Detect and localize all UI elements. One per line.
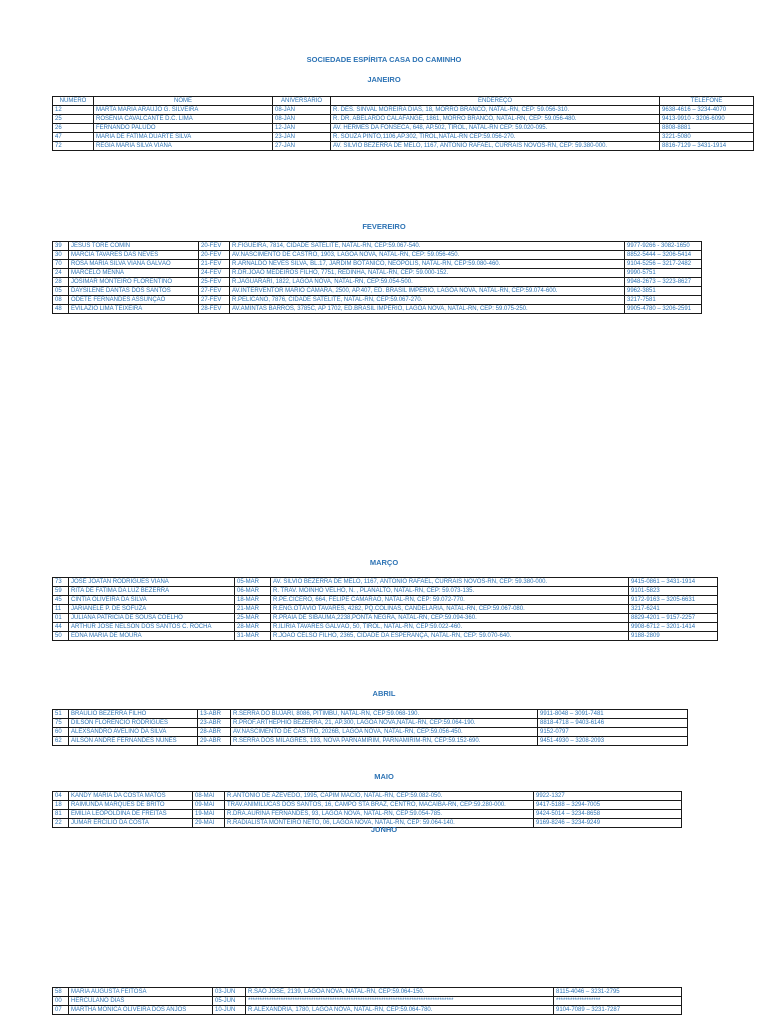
cell-telefone: 9977-9266 - 3082-1650 (625, 242, 702, 251)
cell-telefone: 8818-4718 – 9403-6146 (538, 719, 688, 728)
cell-nome: EMILIA LEOPOLDINA DE FREITAS (69, 810, 193, 819)
cell-aniversario: 23-ABR (198, 719, 231, 728)
table-row (53, 810, 682, 819)
cell-numero: 62 (53, 737, 69, 746)
members-table-janeiro (52, 96, 754, 151)
cell-endereco: R.DR.JOÃO MEDEIROS FILHO, 7751, REDINHA, NATAL-RN, CEP: 59.000-152. (230, 269, 625, 278)
cell-nome: AILSON ANDRÉ FERNANDES NUNES (69, 737, 198, 746)
cell-nome: MÁRCIA TAVARES DAS NEVES (69, 251, 199, 260)
cell-nome: ALEXSANDRO AVELINO DA SILVA (69, 728, 198, 737)
cell-numero: 24 (53, 269, 69, 278)
members-table-marco (52, 577, 718, 641)
cell-aniversario: 28-ABR (198, 728, 231, 737)
cell-telefone: 8829-4201 – 9157-2257 (629, 614, 718, 623)
cell-numero: 39 (53, 242, 69, 251)
cell-endereco: R. SOUZA PINTO,1106,AP.302, TIROL,NATAL-RN CEP:59.056-270. (331, 133, 660, 142)
cell-numero: 25 (53, 115, 94, 124)
cell-numero: 22 (53, 819, 69, 828)
cell-nome: ARTHUR JOSÉ NELSON DOS SANTOS C. ROCHA (69, 623, 235, 632)
cell-nome: JARIANELE P. DE SOFUZA (69, 605, 235, 614)
cell-numero: 50 (53, 632, 69, 641)
cell-aniversario: 29-MAI (193, 819, 225, 828)
cell-endereco: R.SÃO JOSÉ, 2139, LAGOA NOVA, NATAL-RN, CEP:59.064-150. (246, 988, 554, 997)
cell-numero: 58 (53, 988, 69, 997)
table-row (53, 988, 682, 997)
table-row (53, 605, 718, 614)
cell-endereco: R.ANTONIO DE AZEVEDO, 1995, CAPIM MACIO, NATAL-RN, CEP:59.082-050. (225, 792, 534, 801)
cell-aniversario: 06-MAR (235, 587, 271, 596)
cell-nome: MARIA AUGUSTA FEITOSA (69, 988, 213, 997)
cell-telefone: 9188-2809 (629, 632, 718, 641)
cell-numero: 04 (53, 792, 69, 801)
cell-telefone: 9911-8048 – 3091-7481 (538, 710, 688, 719)
table-row (53, 997, 682, 1006)
cell-nome: KANDY MARIA DA COSTA MATOS (69, 792, 193, 801)
table-row (53, 737, 688, 746)
cell-endereco: R.JAGUARARI, 1822, LAGOA NOVA, NATAL-RN, CEP:59.054-500. (230, 278, 625, 287)
cell-nome: ODETE FERNANDES ASSUNÇÃO (69, 296, 199, 305)
table-row (53, 305, 702, 314)
table-row (53, 587, 718, 596)
cell-numero: 12 (53, 106, 94, 115)
cell-endereco: R.SERRA DOS MILAGRES, 193, NOVA PARNAMIRIM, PARNAMIRIM-RN, CEP:59.152-690. (231, 737, 538, 746)
cell-endereco: **************************************************************************************** (246, 997, 554, 1006)
cell-numero: 26 (53, 124, 94, 133)
cell-aniversario: 09-MAI (193, 801, 225, 810)
cell-nome: JESUS TORÉ COMIN (69, 242, 199, 251)
members-table-abril (52, 709, 688, 746)
table-row (53, 106, 754, 115)
cell-telefone: 9962-3851 (625, 287, 702, 296)
month-heading-abril: ABRIL (372, 689, 396, 698)
cell-numero: 30 (53, 251, 69, 260)
cell-telefone: 9905-4780 – 3206-2591 (625, 305, 702, 314)
cell-numero: 75 (53, 719, 69, 728)
table-row (53, 719, 688, 728)
cell-endereco: R.ENG.OTÁVIO TAVARES, 4282, PQ.COLINAS, CANDELÁRIA, NATAL-RN, CEP:59.067-080. (271, 605, 629, 614)
cell-aniversario: 19-MAI (193, 810, 225, 819)
cell-numero: 45 (53, 596, 69, 605)
cell-nome: MARCELO MENNA (69, 269, 199, 278)
cell-telefone: 9172-9163 – 3205-6631 (629, 596, 718, 605)
cell-nome: FERNANDO PALUDO (94, 124, 273, 133)
table-row (53, 596, 718, 605)
cell-endereco: R.PE.CICERO, 664, FELIPE CAMARÃO, NATAL-RN, CEP: 59.072-770. (271, 596, 629, 605)
table-row (53, 1006, 682, 1015)
cell-endereco: R.ILIRIA TAVARES GALVÃO, 50, TIROL, NATAL-RN, CEP:59.022-460. (271, 623, 629, 632)
cell-telefone: 9152-0797 (538, 728, 688, 737)
table-row (53, 728, 688, 737)
cell-telefone: 9415-0861 – 3431-1914 (629, 578, 718, 587)
cell-telefone: 9638-4616 – 3234-4070 (660, 106, 754, 115)
cell-aniversario: 05-JUN (213, 997, 246, 1006)
cell-nome: MARTHA MÔNICA OLIVEIRA DOS ANJOS (69, 1006, 213, 1015)
cell-telefone: 3221-5080 (660, 133, 754, 142)
header-endereco: ENDEREÇO (331, 97, 660, 106)
cell-nome: ROSA MARIA SILVA VIANA GALVÃO (69, 260, 199, 269)
members-table-fevereiro (52, 241, 702, 314)
table-row (53, 801, 682, 810)
month-heading-maio: MAIO (374, 772, 394, 781)
cell-nome: RAIMUNDA MARQUES DE BRITO (69, 801, 193, 810)
header-nome: NOME (94, 97, 273, 106)
cell-telefone: 8852-5444 – 3206-5414 (625, 251, 702, 260)
cell-nome: ROSENIA CAVALCANTE D.C. LIMA (94, 115, 273, 124)
cell-endereco: R. TRAV. MOINHO VELHO, N. , PLANALTO, NATAL-RN, CEP: 59.073-135. (271, 587, 629, 596)
cell-telefone: ******************* (554, 997, 682, 1006)
cell-endereco: AV.INTERVENTOR MARIO CÂMARA, 2500, AP.407, ED. BRASIL IMPÉRIO, LAGOA NOVA, NATAL-RN, CEP:59.074-600. (230, 287, 625, 296)
cell-nome: MARIA DE FATIMA DUARTE SILVA (94, 133, 273, 142)
cell-telefone: 9451-4930 – 3208-2093 (538, 737, 688, 746)
cell-telefone: 9104-7089 – 3231-7287 (554, 1006, 682, 1015)
cell-aniversario: 21-MAR (235, 605, 271, 614)
cell-numero: 59 (53, 587, 69, 596)
members-table-maio (52, 791, 682, 828)
cell-aniversario: 27-JAN (273, 142, 331, 151)
cell-aniversario: 20-FEV (199, 242, 230, 251)
cell-nome: DAYSILENE DANTAS DOS SANTOS (69, 287, 199, 296)
cell-numero: 00 (53, 997, 69, 1006)
cell-aniversario: 12-JAN (273, 124, 331, 133)
cell-endereco: R.FIGUEIRA, 7814, CIDADE SATÉLITE, NATAL-RN, CEP:59.067-540. (230, 242, 625, 251)
cell-nome: MARTA MARIA ARAUJO G. SILVEIRA (94, 106, 273, 115)
cell-nome: REGIA MARIA SILVA VIANA (94, 142, 273, 151)
header-aniversario: ANIVERSÁRIO (273, 97, 331, 106)
cell-telefone: 9922-1327 (534, 792, 682, 801)
table-row (53, 242, 702, 251)
cell-numero: 73 (53, 578, 69, 587)
cell-aniversario: 27-FEV (199, 287, 230, 296)
cell-telefone: 9990-5751 (625, 269, 702, 278)
document-title: SOCIEDADE ESPÍRITA CASA DO CAMINHO (306, 55, 462, 64)
cell-endereco: R. DR. ABELARDO CALAFANGE, 1861, MORRO BRANCO, NATAL-RN, CEP: 59.056-480. (331, 115, 660, 124)
cell-aniversario: 24-FEV (199, 269, 230, 278)
cell-numero: 47 (53, 133, 94, 142)
table-row (53, 792, 682, 801)
cell-endereco: R.SERRA DO BUJARI, 8086, PITIMBÚ, NATAL-RN, CEP:59.068-190. (231, 710, 538, 719)
cell-telefone: 9948-2673 – 3223-8627 (625, 278, 702, 287)
cell-endereco: AV.NASCIMENTO DE CASTRO, 2026B, LAGOA NOVA, NATAL-RN, CEP:59.056-450. (231, 728, 538, 737)
month-heading-fevereiro: FEVEREIRO (362, 222, 406, 231)
cell-numero: 28 (53, 278, 69, 287)
cell-numero: 07 (53, 1006, 69, 1015)
members-table-junho (52, 987, 682, 1015)
cell-nome: JOSÉ JOATAN RODRIGUES VIANA (69, 578, 235, 587)
cell-telefone: 8816-7129 – 3431-1914 (660, 142, 754, 151)
cell-telefone: 9101-5823 (629, 587, 718, 596)
header-telefone: TELEFONE (660, 97, 754, 106)
cell-nome: EVILÁZIO LIMA TEIXEIRA (69, 305, 199, 314)
cell-telefone: 9908-6712 – 3201-1414 (629, 623, 718, 632)
cell-nome: BRÁULIO BEZERRA FILHO (69, 710, 198, 719)
cell-nome: HERCULANO DIAS (69, 997, 213, 1006)
table-row (53, 287, 702, 296)
cell-aniversario: 08-JAN (273, 115, 331, 124)
month-heading-junho: JUNHO (370, 825, 398, 834)
table-row (53, 124, 754, 133)
cell-endereco: AV. SILVIO BEZERRA DE MELO, 1167, ANTONIO RAFAEL, CURRAIS NOVOS-RN, CEP: 59.380-000. (331, 142, 660, 151)
cell-endereco: R.ALEXANDRIA, 1780, LAGOA NOVA, NATAL-RN, CEP:59.064-780. (246, 1006, 554, 1015)
cell-telefone: 9424-5014 – 3234-8658 (534, 810, 682, 819)
table-row (53, 296, 702, 305)
cell-endereco: R.PELICANO, 7876, CIDADE SATÉLITE, NATAL-RN, CEP:59.067-270. (230, 296, 625, 305)
cell-telefone: 8808-8881 (660, 124, 754, 133)
cell-numero: 08 (53, 296, 69, 305)
cell-telefone: 8115-4046 – 3231-2795 (554, 988, 682, 997)
cell-numero: 72 (53, 142, 94, 151)
cell-endereco: R.PRAIA DE SIBAUMA,2238,PONTA NEGRA, NATAL-RN, CEP:59.094-360. (271, 614, 629, 623)
cell-numero: 44 (53, 623, 69, 632)
cell-aniversario: 10-JUN (213, 1006, 246, 1015)
cell-aniversario: 13-ABR (198, 710, 231, 719)
table-row (53, 251, 702, 260)
cell-numero: 60 (53, 728, 69, 737)
cell-aniversario: 20-FEV (199, 251, 230, 260)
cell-aniversario: 29-ABR (198, 737, 231, 746)
cell-aniversario: 28-MAR (235, 623, 271, 632)
cell-endereco: R.JOÃO CELSO FILHO, 2365, CIDADE DA ESPERANÇA, NATAL-RN, CEP: 59.070-640. (271, 632, 629, 641)
table-row (53, 115, 754, 124)
cell-telefone: 3217-7581 (625, 296, 702, 305)
cell-aniversario: 21-FEV (199, 260, 230, 269)
table-row (53, 632, 718, 641)
table-row (53, 710, 688, 719)
cell-nome: DILSON FLORENCIO RODRIGUES (69, 719, 198, 728)
cell-aniversario: 08-MAI (193, 792, 225, 801)
cell-nome: CINTIA OLIVEIRA DA SILVA (69, 596, 235, 605)
cell-telefone: 3217-6241 (629, 605, 718, 614)
table-header-row (53, 97, 754, 106)
cell-numero: 70 (53, 260, 69, 269)
cell-numero: 11 (53, 605, 69, 614)
cell-endereco: R.ARNALDO NEVES SILVA, BL.17, JARDIM BOTÂNICO, NEOPOLIS, NATAL-RN, CEP:59.080-460. (230, 260, 625, 269)
table-row (53, 133, 754, 142)
cell-numero: 81 (53, 810, 69, 819)
cell-telefone: 9417-5188 – 3294-7005 (534, 801, 682, 810)
cell-endereco: R.RADIALISTA MONTEIRO NETO, 06, LAGOA NOVA, NATAL-RN, CEP: 59.064-140. (225, 819, 534, 828)
cell-aniversario: 05-MAR (235, 578, 271, 587)
cell-aniversario: 25-FEV (199, 278, 230, 287)
cell-telefone: 9413-9910 - 3206-6090 (660, 115, 754, 124)
cell-numero: 48 (53, 305, 69, 314)
month-heading-marco: MARÇO (369, 558, 399, 567)
cell-nome: JOSIMAR MONTEIRO FLORENTINO (69, 278, 199, 287)
header-numero: NÚMERO (53, 97, 94, 106)
table-row (53, 278, 702, 287)
cell-endereco: R.DRA.AURINA FERNANDES, 93, LAGOA NOVA, NATAL-RN, CEP:59.054-785. (225, 810, 534, 819)
cell-nome: RITA DE FATIMA DA LUZ BEZERRA (69, 587, 235, 596)
cell-endereco: R. DES. SINVAL MOREIRA DIAS, 18, MORRO BRANCO, NATAL-RN, CEP: 59.056-310. (331, 106, 660, 115)
cell-aniversario: 31-MAR (235, 632, 271, 641)
table-row (53, 614, 718, 623)
cell-nome: JUMAR ERCILIO DA COSTA (69, 819, 193, 828)
month-heading-janeiro: JANEIRO (367, 75, 401, 84)
table-row (53, 578, 718, 587)
cell-aniversario: 18-MAR (235, 596, 271, 605)
cell-telefone: 9169-8246 – 3234-9249 (534, 819, 682, 828)
cell-numero: 18 (53, 801, 69, 810)
table-row (53, 142, 754, 151)
cell-aniversario: 28-FEV (199, 305, 230, 314)
cell-aniversario: 08-JAN (273, 106, 331, 115)
cell-nome: JULIANA PATRICIA DE SOUSA COELHO (69, 614, 235, 623)
cell-aniversario: 03-JUN (213, 988, 246, 997)
cell-endereco: AV.NASCIMENTO DE CASTRO, 1903, LAGOA NOVA, NATAL-RN, CEP: 59.056-450. (230, 251, 625, 260)
cell-numero: 51 (53, 710, 69, 719)
table-row (53, 623, 718, 632)
cell-aniversario: 23-JAN (273, 133, 331, 142)
cell-nome: EDNA MARIA DE MOURA (69, 632, 235, 641)
cell-endereco: TRAV.ANIMILUCAS DOS SANTOS, 16, CAMPO STA BRAZ, CENTRO, MACAÍBA-RN, CEP:59.280-000. (225, 801, 534, 810)
table-row (53, 260, 702, 269)
cell-aniversario: 27-FEV (199, 296, 230, 305)
table-row (53, 269, 702, 278)
cell-endereco: AV.AMINTAS BARROS, 3785C, AP 1702, ED.BRASIL IMPÉRIO, LAGOA NOVA, NATAL-RN, CEP: 59.075-250. (230, 305, 625, 314)
cell-telefone: 9104-5256 – 3217-2482 (625, 260, 702, 269)
cell-numero: 01 (53, 614, 69, 623)
cell-endereco: R.PROF.ARTHEPHIO BEZERRA, 21, AP.300, LAGOA NOVA,NATAL-RN, CEP:59.064-190. (231, 719, 538, 728)
cell-numero: 05 (53, 287, 69, 296)
cell-aniversario: 25-MAR (235, 614, 271, 623)
cell-endereco: AV. HERMES DA FONSECA, 648, AP.502, TIROL, NATAL-RN CEP: 59.020-095. (331, 124, 660, 133)
cell-endereco: AV. SILVIO BEZERRA DE MELO, 1167, ANTONIO RAFAEL, CURRAIS NOVOS-RN, CEP: 59.380-000. (271, 578, 629, 587)
